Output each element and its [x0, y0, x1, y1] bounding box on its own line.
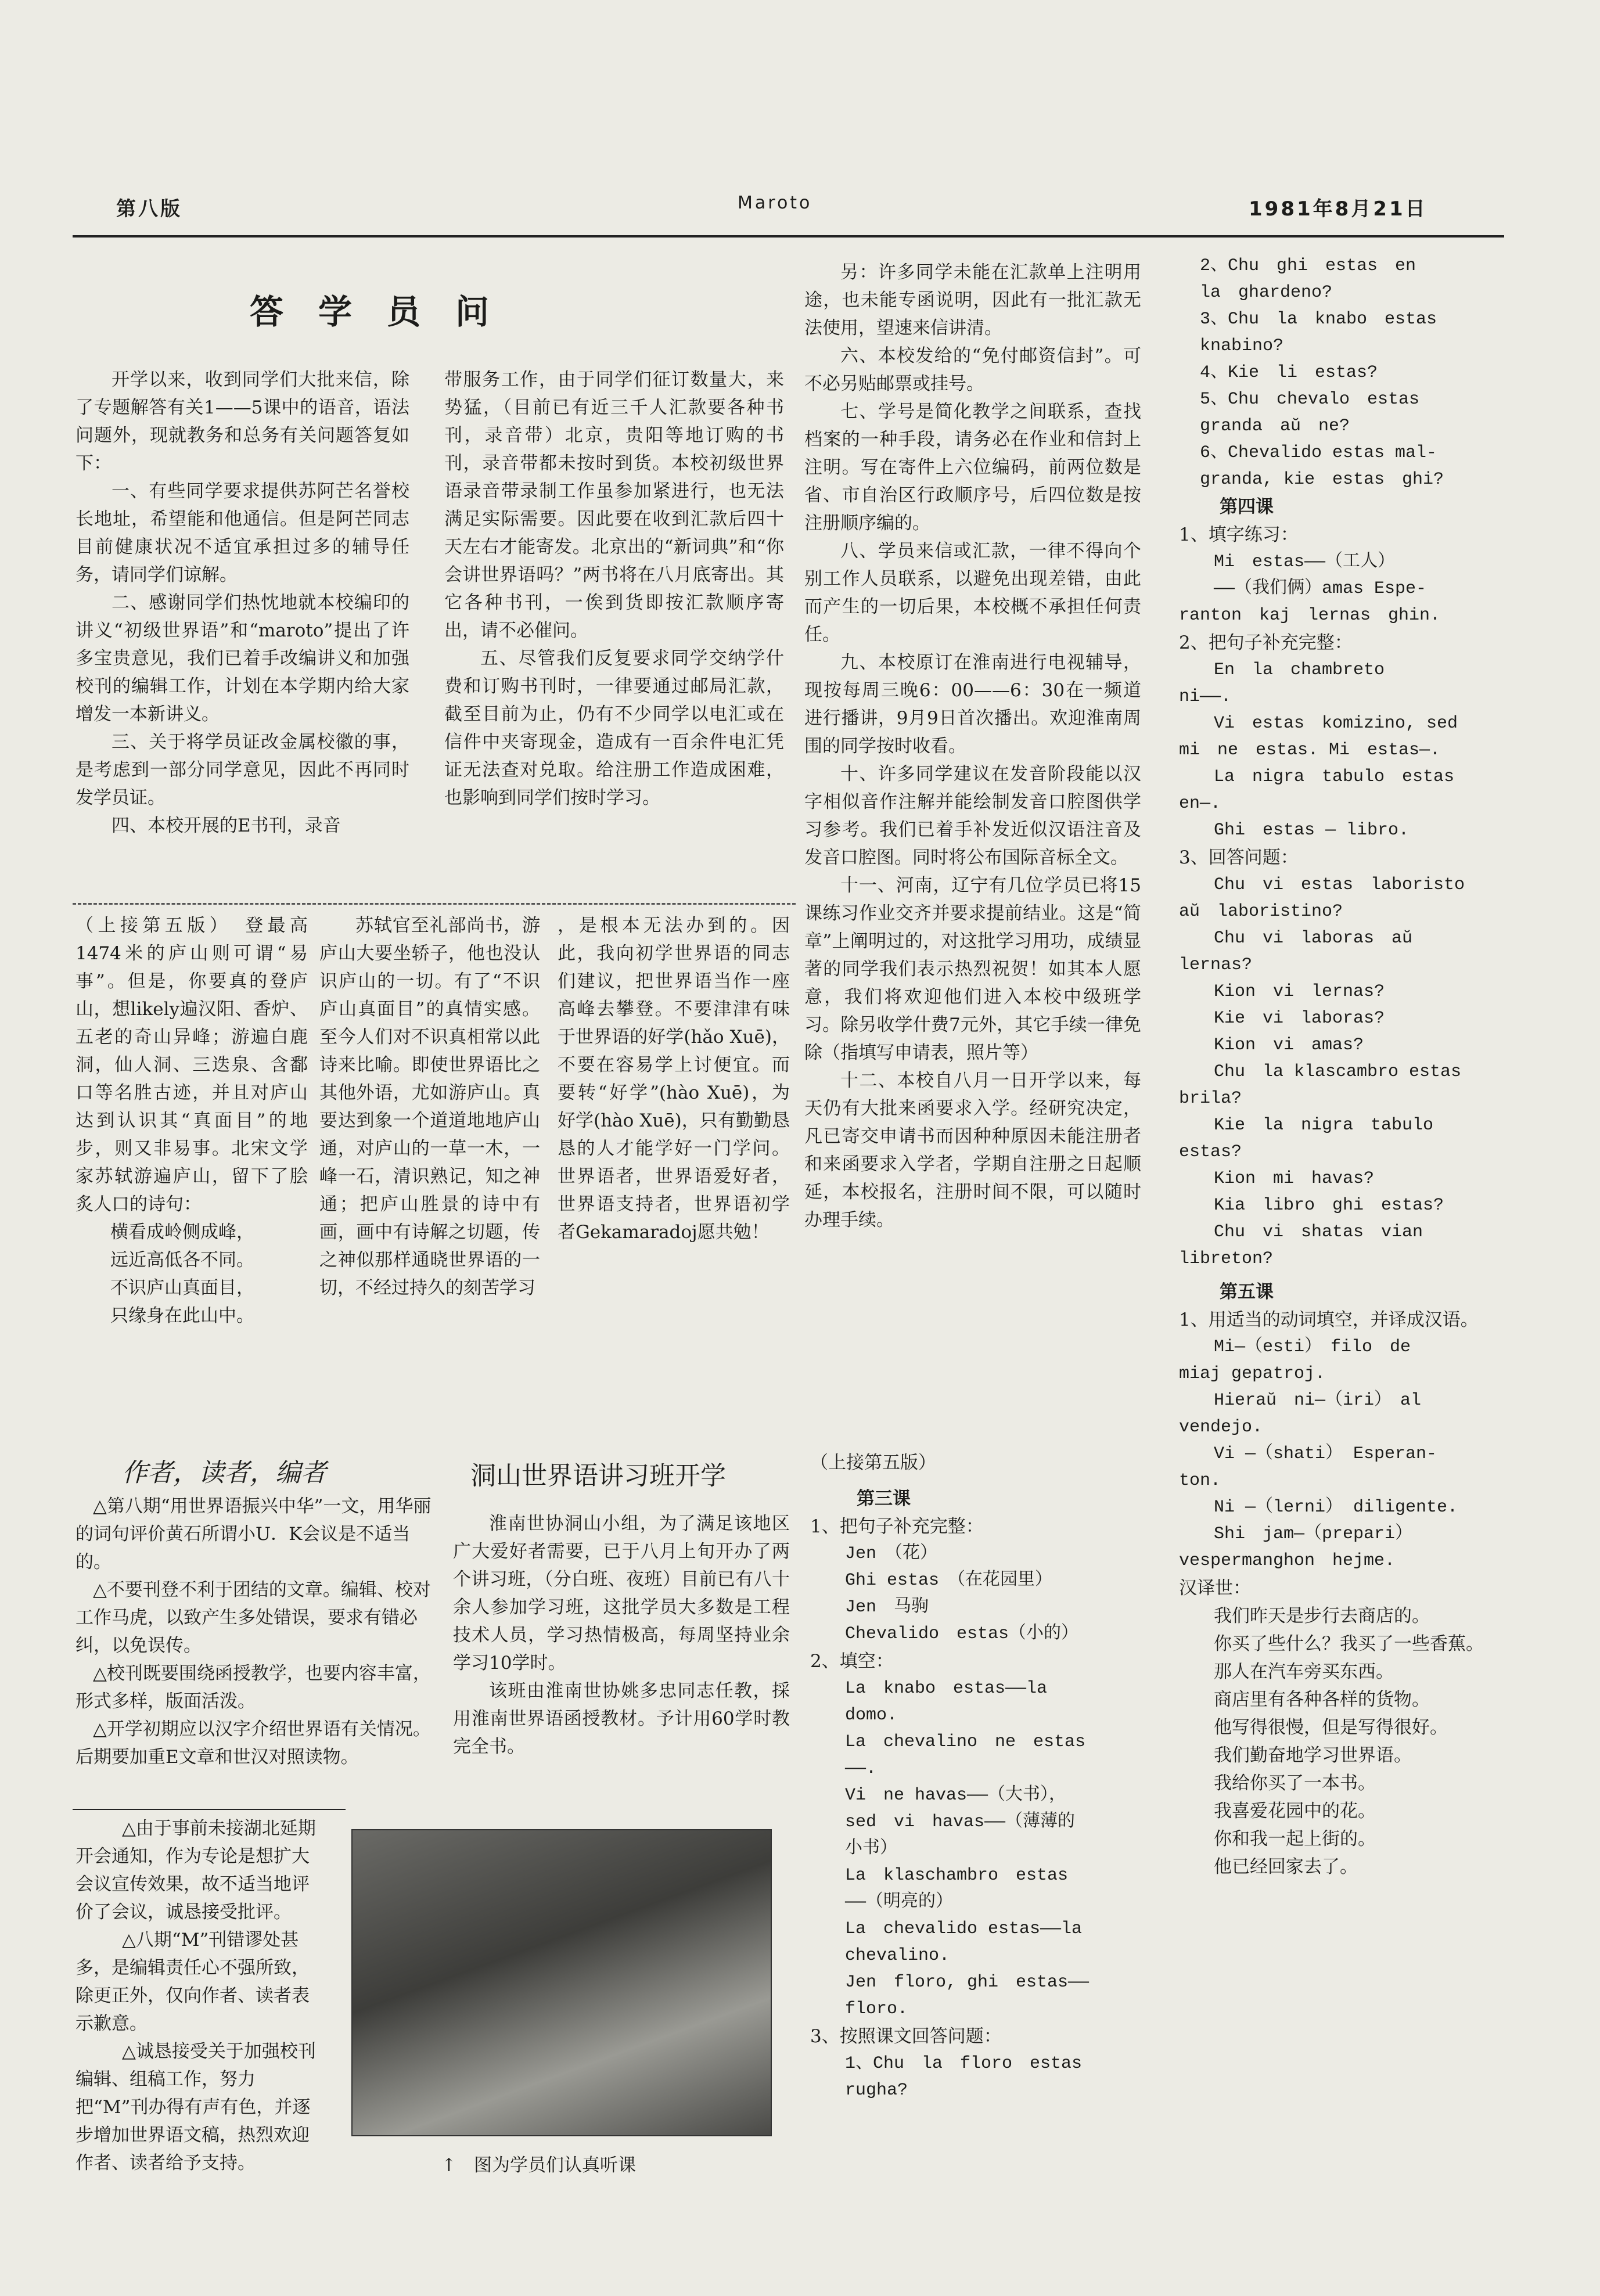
answers-col2	[444, 366, 784, 900]
readers-item: △校刊既要围绕函授教学，也要内容丰富，形式多样，版面活泼。	[75, 1663, 431, 1712]
section-divider	[73, 903, 796, 905]
exercise-line: brila?	[1179, 1089, 1242, 1109]
translation-line: 我给你买了一本书。	[1214, 1773, 1376, 1794]
exercise-line: Chu vi shatas vian	[1214, 1222, 1423, 1242]
exercise-line: La chevalino ne estas	[845, 1732, 1086, 1752]
exercise-line: ranton kaj lernas ghin.	[1179, 606, 1441, 625]
translation-line: 你买了些什么？我买了一些香蕉。	[1214, 1633, 1484, 1654]
exercise-heading: 2、填空：	[810, 1651, 894, 1672]
exercise-line: Kion vi amas?	[1214, 1035, 1364, 1055]
exercise-line: Ghi estas （在花园里）	[845, 1571, 1053, 1590]
readers-title: 作者，读者，编者	[122, 1458, 326, 1488]
lesson3-col	[810, 1449, 1147, 2198]
arrow-up-icon: ↑	[441, 2155, 456, 2176]
readers-item: △不要刊登不利于团结的文章。编辑、校对工作马虎，以致产生多处错误，要求有错必纠，以免误传。	[75, 1579, 431, 1656]
lushan-para: （上接第五版） 登最高1474米的庐山则可谓“易事”。但是，你要真的登庐山，想likely遍汉阳、香炉、五老的奇山异峰；游遍白鹿洞，仙人洞、三迭泉、含鄱口等名胜古迹，并且对庐山达到认识其“真面目”的地步，则又非易事。北宋文学家苏轼游遍庐山，留下了脍炙人口的诗句：	[75, 915, 308, 1215]
answers-para: 四、本校开展的E书刊，录音	[112, 815, 341, 836]
exercise-heading: 3、回答问题：	[1179, 847, 1299, 868]
exercise-heading: 1、把句子补充完整：	[810, 1516, 984, 1537]
dongshan-title: 洞山世界语讲习班开学	[470, 1461, 726, 1491]
answers-para: 三、关于将学员证改金属校徽的事，是考虑到一部分同学意见，因此不再同时发学员证。	[75, 732, 409, 808]
exercise-line: sed vi havas——（薄薄的	[845, 1812, 1076, 1832]
exercise-line: Hieraŭ ni—（iri） al	[1214, 1391, 1422, 1410]
exercise-line: domo.	[845, 1705, 898, 1725]
poem-line: 远近高低各不同。	[110, 1250, 254, 1271]
exercise-line: granda aŭ ne?	[1200, 416, 1350, 436]
exercise-line: aŭ laboristino?	[1179, 902, 1343, 922]
translation-heading: 汉译世：	[1179, 1578, 1251, 1599]
readers-item: △诚恳接受关于加强校刊编辑、组稿工作，努力把“M”刊办得有声有色，并逐步增加世界语文稿，热烈欢迎作者、读者给予支持。	[75, 2041, 316, 2173]
exercise-line: 4、Kie li estas?	[1200, 363, 1378, 383]
poem-line: 只缘身在此山中。	[110, 1305, 254, 1326]
exercise-line: vendejo.	[1179, 1417, 1263, 1437]
lushan-para: ，是根本无法办到的。因此，我向初学世界语的同志们建议，把世界语当作一座高峰去攀登。不要津津有味于世界语的好学(hǎo Xuē)，不要在容易学上讨便宜。而要转“好学”(hào Xuē)，为好学(hào Xuē)，只有勤勤恳恳的人才能学好一门学问。世界语者，世界语爱好者，世界语支持者，世界语初学者Gekamaradoj愿共勉！	[558, 915, 790, 1243]
exercise-line: Jen 马驹	[845, 1597, 929, 1617]
page-number: 第八版	[116, 197, 182, 221]
translation-line: 我喜爱花园中的花。	[1214, 1801, 1376, 1822]
exercise-line: ——.	[845, 1759, 877, 1779]
exercise-line: La knabo estas——la	[845, 1679, 1048, 1698]
exercise-line: 6、Chevalido estas mal-	[1200, 443, 1437, 463]
exercise-line: miaj gepatroj.	[1179, 1364, 1326, 1384]
answers-para: 九、本校原订在淮南进行电视辅导，现按每周三晚6：00——6：30在一频道进行播讲，9月9日首次播出。欢迎淮南周围的同学按时收看。	[804, 652, 1141, 757]
answers-col1	[75, 366, 409, 900]
answers-title: 答学员问	[250, 292, 524, 332]
exercise-heading: 3、按照课文回答问题：	[810, 2026, 1002, 2047]
exercise-line: Kia libro ghi estas?	[1214, 1196, 1444, 1215]
exercise-line: La chevalido estas——la	[845, 1919, 1083, 1939]
exercise-line: ni——.	[1179, 687, 1232, 707]
exercise-line: Kion mi havas?	[1214, 1169, 1375, 1189]
exercise-line: chevalino.	[845, 1946, 950, 1966]
exercise-line: Vi —（shati） Esperan-	[1214, 1444, 1437, 1464]
lushan-para: 苏轼官至礼部尚书，游庐山大要坐轿子，他也没认识庐山的一切。有了“不识庐山真面目”的真情实感。至今人们对不识真相常以此诗来比喻。即使世界语比之其他外语，尤如游庐山。真要达到象一个道道地地庐山通，对庐山的一草一木，一峰一石，清识熟记，知之神通；把庐山胜景的诗中有画，画中有诗解之切题，传之神似那样通晓世界语的一切，不经过持久的刻苦学习	[319, 915, 540, 1298]
dongshan-para: 该班由淮南世协姚多忠同志任教，採用淮南世界语函授教材。予计用60学时教完全书。	[453, 1680, 790, 1757]
exercise-line: La klaschambro estas	[845, 1866, 1069, 1885]
answers-para: 五、尽管我们反复要求同学交纳学什费和订购书刊时，一律要通过邮局汇款，截至目前为止，仍有不少同学以电汇或在信件中夹寄现金，造成有一百余件电汇凭证无法查对兑取。给注册工作造成困难，也影响到同学们按时学习。	[444, 648, 784, 808]
answers-para: 十二、本校自八月一日开学以来，每天仍有大批来函要求入学。经研究决定，凡已寄交申请书而因种种原因未能注册者和来函要求入学者，学期自注册之日起顺延，本校报名，注册时间不限，可以随时办理手续。	[804, 1070, 1141, 1230]
readers-item: △八期“M”刊错谬处甚多，是编辑责任心不强所致，除更正外，仅向作者、读者表示歉意。	[75, 1930, 310, 2034]
exercise-line: Jen floro, ghi estas——	[845, 1973, 1090, 1992]
exercise-line: Ghi estas — libro.	[1214, 820, 1410, 840]
lesson3-title: 第三课	[857, 1488, 911, 1509]
poem-line: 不识庐山真面目，	[110, 1277, 254, 1298]
photo-caption	[441, 2151, 636, 2179]
exercise-line: 1、Chu la floro estas	[845, 2054, 1083, 2074]
lushan-col3	[558, 912, 790, 1434]
exercise-line: Jen （花）	[845, 1544, 938, 1564]
exercise-heading: 1、填字练习：	[1179, 524, 1299, 545]
right-col	[1179, 253, 1513, 2215]
answers-para: 十一、河南，辽宁有几位学员已将15课练习作业交齐并要求提前结业。这是“简章”上阐明过的，对这批学习用功，成绩显著的同学我们表示热烈祝贺！如其本人愿意，我们将欢迎他们进入本校中级班学习。除另收学什费7元外，其它手续一律免除（指填写申请表，照片等）	[804, 875, 1141, 1063]
readers-item: △第八期“用世界语振兴中华”一文，用华丽的词句评价黄石所谓小U．K会议是不适当的。	[75, 1496, 432, 1572]
exercise-line: ——（明亮的）	[845, 1892, 954, 1912]
exercise-line: ton.	[1179, 1471, 1221, 1491]
exercise-line: Kie la nigra tabulo	[1214, 1115, 1434, 1135]
answers-para: 六、本校发给的“免付邮资信封”。可不必另贴邮票或挂号。	[804, 346, 1141, 394]
exercise-line: knabino?	[1200, 336, 1284, 356]
dongshan-col	[453, 1510, 790, 1800]
translation-line: 那人在汽车旁买东西。	[1214, 1661, 1394, 1682]
exercise-line: Ni —（lerni） diligente.	[1214, 1498, 1458, 1517]
answers-para: 十、许多同学建议在发音阶段能以汉字相似音作注解并能绘制发音口腔图供学习参考。我们已着手补发近似汉语注音及发音口腔图。同时将公布国际音标全文。	[804, 764, 1141, 868]
exercise-line: Shi jam—（prepari）	[1214, 1524, 1413, 1544]
photo-caption-text: 图为学员们认真听课	[473, 2155, 636, 2176]
readers-col2	[75, 1815, 325, 2198]
exercise-line: Chu vi laboras aŭ	[1214, 929, 1413, 948]
answers-col3	[804, 258, 1141, 1443]
exercise-line: la ghardeno?	[1200, 283, 1333, 303]
exercise-line: Mi—（esti） filo de	[1214, 1337, 1411, 1357]
translation-line: 我们勤奋地学习世界语。	[1214, 1745, 1412, 1766]
exercise-line: 2、Chu ghi estas en	[1200, 256, 1416, 276]
exercise-line: Kie vi laboras?	[1214, 1009, 1385, 1028]
readers-rule	[73, 1809, 346, 1810]
exercise-line: Chevalido estas（小的）	[845, 1624, 1079, 1644]
translation-line: 他已经回家去了。	[1214, 1856, 1358, 1877]
exercise-line: Vi ne havas——（大书），	[845, 1786, 1067, 1805]
exercise-line: Kion vi lernas?	[1214, 982, 1385, 1002]
lushan-col1	[75, 912, 308, 1434]
exercise-line: Mi estas——（工人）	[1214, 552, 1396, 572]
exercise-line: ——（我们俩）amas Espe-	[1214, 579, 1427, 599]
translation-line: 商店里有各种各样的货物。	[1214, 1689, 1430, 1710]
answers-para: 七、学号是简化教学之间联系，查找档案的一种手段，请务必在作业和信封上注明。写在寄件上六位编码，前两位数是省、市自治区行政顺序号，后四位数是按注册顺序编的。	[804, 401, 1141, 534]
dongshan-para: 淮南世协洞山小组，为了满足该地区广大爱好者需要，已于八月上旬开办了两个讲习班，（分白班、夜班）目前已有八十余人参加学习班，这批学员大多数是工程技术人员，学习热情极高，每周坚持业余学习10学时。	[453, 1513, 790, 1674]
exercise-line: floro.	[845, 1999, 908, 2019]
exercise-line: Vi estas komizino, sed	[1214, 714, 1458, 733]
exercise-line: 5、Chu chevalo estas	[1200, 390, 1420, 409]
paper-name: Maroto	[738, 193, 812, 213]
exercise-line: Chu vi estas laboristo	[1214, 875, 1465, 895]
exercise-heading: 2、把句子补充完整：	[1179, 632, 1353, 653]
exercise-line: Chu la klascambro estas	[1214, 1062, 1462, 1082]
exercise-line: granda, kie estas ghi?	[1200, 470, 1444, 490]
classroom-photo	[351, 1829, 772, 2136]
poem-line: 横看成岭侧成峰，	[110, 1222, 254, 1243]
issue-date: 1981年8月21日	[1249, 197, 1428, 221]
exercise-line: estas?	[1179, 1142, 1242, 1162]
exercise-line: en—.	[1179, 794, 1221, 814]
answers-para: 二、感谢同学们热忱地就本校编印的讲义“初级世界语”和“maroto”提出了许多宝贵意见，我们已着手改编讲义和加强校刊的编辑工作，计划在本学期内给大家增发一本新讲义。	[75, 592, 409, 725]
answers-para: 带服务工作，由于同学们征订数量大，来势猛，（目前已有近三千人汇款要各种书刊，录音带）北京，贵阳等地订购的书刊，录音带都未按时到货。本校初级世界语录音带录制工作虽参加紧进行，也无法满足实际需要。因此要在收到汇款后四十天左右才能寄发。北京出的“新词典”和“你会讲世界语吗？”两书将在八月底寄出。其它各种书刊，一俟到货即按汇款顺序寄出，请不必催问。	[444, 369, 784, 641]
exercise-line: 小书）	[845, 1839, 897, 1859]
exercise-line: 3、Chu la knabo estas	[1200, 310, 1437, 329]
answers-para: 另：许多同学未能在汇款单上注明用途，也未能专函说明，因此有一批汇款无法使用，望速来信讲清。	[804, 262, 1141, 339]
lushan-col2	[319, 912, 540, 1434]
exercise-line: lernas?	[1179, 955, 1253, 975]
lesson4-title: 第四课	[1220, 496, 1274, 517]
answers-para: 八、学员来信或汇款，一律不得向个别工作人员联系，以避免出现差错，由此而产生的一切后果，本校概不承担任何责任。	[804, 541, 1141, 645]
header-rule	[73, 235, 1504, 237]
exercise-line: En la chambreto	[1214, 660, 1385, 680]
answers-para: 开学以来，收到同学们大批来信，除了专题解答有关1——5课中的语音，语法问题外，现就教务和总务有关问题答复如下：	[75, 369, 409, 474]
translation-line: 我们昨天是步行去商店的。	[1214, 1606, 1430, 1626]
continued-note: （上接第五版）	[810, 1452, 936, 1473]
exercise-line: libreton?	[1179, 1249, 1274, 1269]
translation-line: 你和我一起上街的。	[1214, 1829, 1376, 1849]
answers-para: 一、有些同学要求提供苏阿芒名誉校长地址，希望能和他通信。但是阿芒同志目前健康状况不适宜承担过多的辅导任务，请同学们谅解。	[75, 481, 409, 585]
exercise-heading: 1、用适当的动词填空，并译成汉语。	[1179, 1309, 1479, 1330]
exercise-line: vespermanghon hejme.	[1179, 1551, 1396, 1571]
exercise-line: rugha?	[845, 2081, 908, 2100]
readers-item: △开学初期应以汉字介绍世界语有关情况。后期要加重E文章和世汉对照读物。	[75, 1719, 431, 1768]
lesson5-title: 第五课	[1220, 1282, 1274, 1302]
readers-col	[75, 1492, 436, 1812]
readers-item: △由于事前未接湖北延期开会通知，作为专论是想扩大会议宣传效果，故不适当地评价了会议，诚恳接受批评。	[75, 1818, 316, 1923]
exercise-line: La nigra tabulo estas	[1214, 767, 1455, 787]
translation-line: 他写得很慢，但是写得很好。	[1214, 1717, 1448, 1738]
exercise-line: mi ne estas. Mi estas—.	[1179, 740, 1441, 760]
